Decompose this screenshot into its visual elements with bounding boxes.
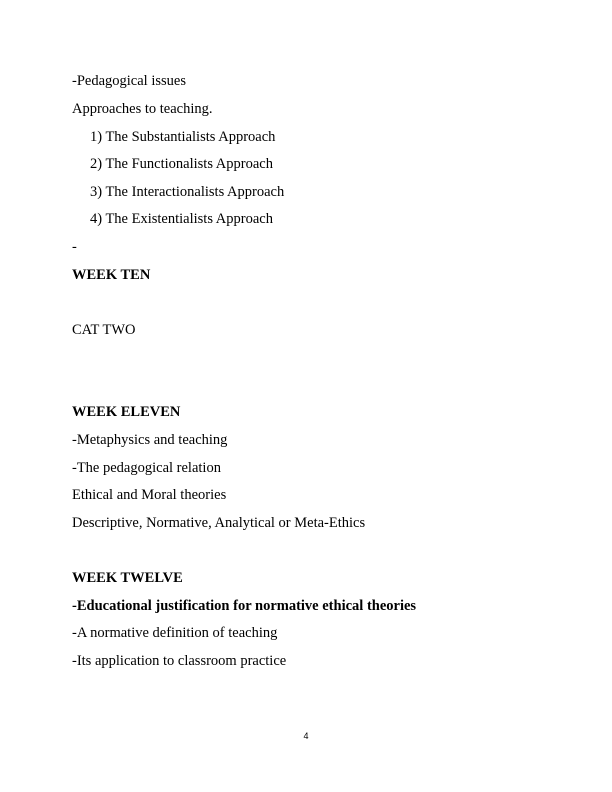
page-number: 4 — [303, 731, 309, 741]
pedagogical-relation-line: -The pedagogical relation — [72, 460, 221, 476]
approaches-heading: Approaches to teaching. — [72, 101, 213, 117]
application-line: -Its application to classroom practice — [72, 653, 287, 669]
week-twelve-heading: WEEK TWELVE — [72, 570, 183, 586]
approach-item-4: 4) The Existentialists Approach — [90, 211, 273, 227]
approach-item-1: 1) The Substantialists Approach — [90, 129, 276, 145]
pedagogical-issues-line: -Pedagogical issues — [72, 73, 186, 89]
cat-two-line: CAT TWO — [72, 322, 136, 338]
week-eleven-heading: WEEK ELEVEN — [72, 404, 181, 420]
week-ten-heading: WEEK TEN — [72, 267, 151, 283]
descriptive-line: Descriptive, Normative, Analytical or Meta-Ethics — [72, 515, 366, 531]
educational-justification-line: -Educational justification for normative ethical theories — [72, 598, 417, 614]
ethical-theories-line: Ethical and Moral theories — [72, 487, 227, 503]
normative-definition-line: -A normative definition of teaching — [72, 625, 278, 641]
metaphysics-line: -Metaphysics and teaching — [72, 432, 228, 448]
approach-item-3: 3) The Interactionalists Approach — [90, 184, 285, 200]
dash-line: - — [72, 239, 77, 255]
approach-item-2: 2) The Functionalists Approach — [90, 156, 273, 172]
